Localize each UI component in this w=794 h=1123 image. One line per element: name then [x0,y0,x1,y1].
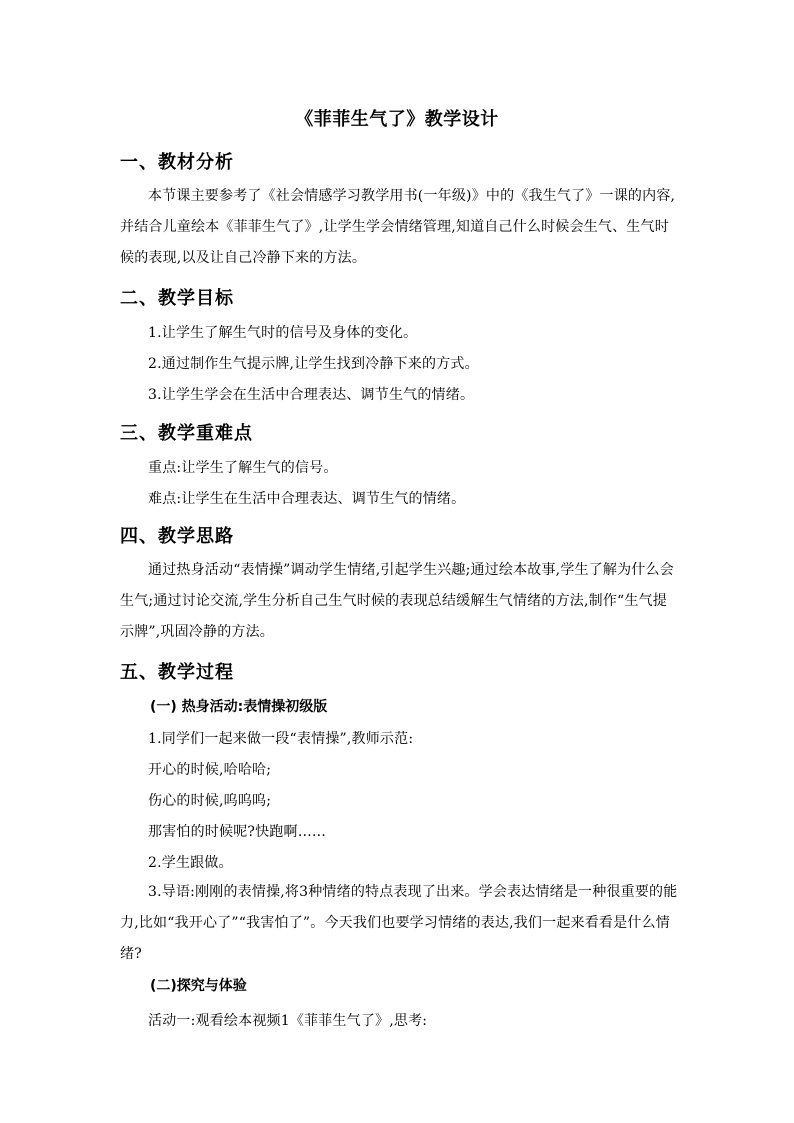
goal-item-3: 3.让学生学会在生活中合理表达、调节生气的情绪。 [148,387,475,403]
section-heading-3: 三、教学重难点 [120,423,253,444]
section-heading-5: 五、教学过程 [120,662,234,683]
section-4-paragraph: 通过热身活动“表情操”调动学生情绪,引起学生兴趣;通过绘本故事,学生了解为什么会生气;通过讨论交流,学生分析自己生气时候的表现总结缓解生气情绪的方法,制作“生气提示牌”,巩固冷静的方法。 [120,562,674,640]
difficult-point: 难点:让学生在生活中合理表达、调节生气的情绪。 [148,491,466,507]
process-line-2: 开心的时候,哈哈哈; [148,762,272,778]
process-line-3: 伤心的时候,呜呜呜; [148,793,272,809]
section-heading-4: 四、教学思路 [120,526,234,547]
process-paragraph: 3.导语:刚刚的表情操,将3种情绪的特点表现了出来。学会表达情绪是一种很重要的能力,比如“我开心了”“我害怕了”。今天我们也要学习情绪的表达,我们一起来看看是什么情绪? [120,884,678,962]
process-line-4: 那害怕的时候呢?快跑啊…… [148,824,327,840]
goal-item-1: 1.让学生了解生气时的信号及身体的变化。 [148,325,418,341]
document-title: 《菲菲生气了》教学设计 [295,109,499,130]
subsection-heading-1: (一) 热身活动:表情操初级版 [150,699,328,715]
process-line-1: 1.同学们一起来做一段“表情操”,教师示范: [148,731,414,747]
subsection-heading-2: (二)探究与体验 [150,978,247,994]
key-point: 重点:让学生了解生气的信号。 [148,460,338,476]
process-line-5: 2.学生跟做。 [148,855,233,871]
section-heading-2: 二、教学目标 [120,288,234,309]
section-heading-1: 一、教材分析 [120,152,234,173]
activity-line: 活动一:观看绘本视频1《菲菲生气了》,思考: [148,1013,428,1029]
section-1-paragraph: 本节课主要参考了《社会情感学习教学用书(一年级)》中的《我生气了》一课的内容,并结合儿童绘本《菲菲生气了》,让学生学会情绪管理,知道自己什么时候会生气、生气时候的表现,以及让自己冷静下来的方法。 [120,188,676,266]
goal-item-2: 2.通过制作生气提示牌,让学生找到冷静下来的方式。 [148,356,479,372]
